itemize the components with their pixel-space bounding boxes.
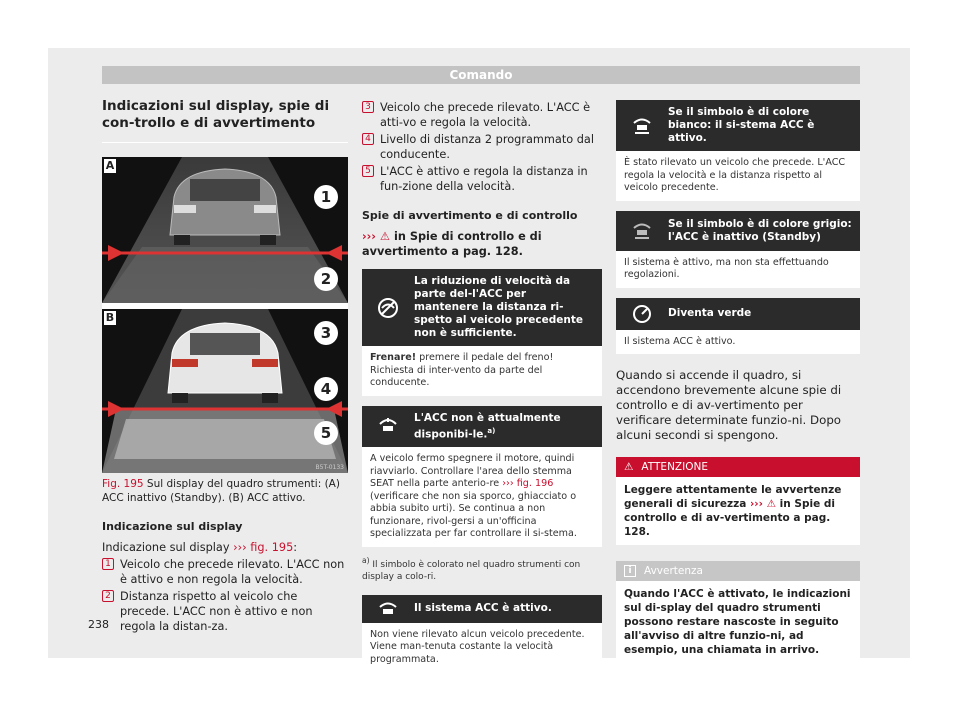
figure-panel-a <box>102 157 348 303</box>
speedometer-icon <box>624 304 660 324</box>
intro-text: Indicazione sul display <box>102 541 230 554</box>
item-number: 3 <box>362 101 374 113</box>
acc-fault-icon <box>370 416 406 436</box>
figure-panel-b <box>102 309 348 473</box>
list-item <box>362 100 602 130</box>
display-intro <box>102 540 348 555</box>
footnote-text: Il simbolo è colorato nel quadro strumenti con display a colo-ri. <box>362 559 581 582</box>
item-number: 1 <box>102 558 114 570</box>
callout-1: 1 <box>314 185 338 209</box>
item-text: Veicolo che precede rilevato. L'ACC è atti-vo e regola la velocità. <box>380 101 591 129</box>
warning-inline-triangle-icon: ⚠ <box>766 498 776 510</box>
indicator-box-grey-symbol <box>616 211 860 288</box>
figure-195 <box>102 157 348 473</box>
column-right <box>616 98 860 663</box>
page-number: 238 <box>88 618 109 631</box>
box-body-text: premere il pedale del freno! Richiesta di inter-vento da parte del conducente. <box>370 352 554 388</box>
box-head-text: La riduzione di velocità da parte del-l'ACC per mantenere la distanza ri-spetto al veicolo precedente non è sufficiente. <box>414 275 584 339</box>
list-item <box>362 164 602 194</box>
footnote <box>362 555 602 583</box>
item-text: L'ACC è attivo e regola la distanza in fun-zione della velocità. <box>380 165 588 193</box>
warning-triangle-icon: ⚠ <box>624 461 634 473</box>
note-text: Quando l'ACC è attivato, le indicazioni sul di-splay del quadro strumenti possono restare nascoste in seguito all'avviso di altre funzio-ni, ad esempio, una chiamata in arrivo. <box>624 588 851 656</box>
box-head-text: L'ACC non è attualmente disponibi-le. <box>414 411 561 440</box>
note-box <box>616 561 860 663</box>
acc-standby-icon <box>624 222 660 240</box>
figure-code: B5T-0133 <box>315 464 344 471</box>
figure-caption <box>102 477 348 505</box>
panel-label-b: B <box>105 311 115 324</box>
indicator-box-acc-unavailable <box>362 406 602 547</box>
footnote-mark: a) <box>362 555 370 565</box>
callout-2: 2 <box>314 267 338 291</box>
acc-active-illustration <box>102 309 348 473</box>
caption-fig-number: Fig. 195 <box>102 478 144 490</box>
info-icon: i <box>624 565 636 577</box>
warning-title: ATTENZIONE <box>641 461 708 473</box>
column-middle <box>362 98 602 672</box>
warning-triangle-icon: ⚠ <box>379 230 391 243</box>
acc-brake-warning-icon <box>370 297 406 319</box>
callout-5: 5 <box>314 421 338 445</box>
warning-ref-arrow[interactable]: ››› <box>749 498 763 510</box>
ref-arrow[interactable]: ››› <box>362 230 376 243</box>
item-text: Livello di distanza 2 programmato dal conducente. <box>380 133 594 161</box>
box-body-text: Non viene rilevato alcun veicolo precedente. Viene man-tenuta costante la velocità programmata. <box>370 628 585 665</box>
item-text: Distanza rispetto al veicolo che precede. L'ACC non è attivo e non regola la distan-za. <box>120 590 313 633</box>
box-body-text: Il sistema è attivo, ma non sta effettuando regolazioni. <box>624 256 829 280</box>
box-body-text: È stato rilevato un veicolo che precede. L'ACC regola la velocità e la distanza rispetto al veicolo precedente. <box>624 157 846 193</box>
intro-colon: : <box>293 541 298 554</box>
warning-lights-ref <box>362 229 602 259</box>
warning-box <box>616 457 860 545</box>
indicator-box-speed-reduction <box>362 269 602 396</box>
item-text: Veicolo che precede rilevato. L'ACC non è attivo e non regola la velocità. <box>120 558 345 586</box>
caption-text: Sul display del quadro strumenti: (A) ACC inattivo (Standby). (B) ACC attivo. <box>102 478 340 504</box>
fig-195-link[interactable]: ››› fig. 195 <box>233 541 294 554</box>
list-item <box>362 132 602 162</box>
panel-label-a: A <box>105 159 115 172</box>
ref-text[interactable]: in Spie di controllo e di avvertimento a pag. 128. <box>362 230 542 258</box>
section-heading: Indicazioni sul display, spie di con-trollo e di avvertimento <box>102 98 348 143</box>
indicator-box-acc-active <box>362 595 602 673</box>
warning-text-2[interactable]: in Spie di controllo e di av-vertimento a pag. 128. <box>624 498 835 538</box>
list-item <box>102 589 348 634</box>
box-head-text: Se il simbolo è di colore bianco: il si-stema ACC è attivo. <box>668 106 815 144</box>
column-left <box>102 98 348 634</box>
box-body-text: Il sistema ACC è attivo. <box>624 335 736 347</box>
warning-lights-subheading: Spie di avvertimento e di controllo <box>362 209 578 222</box>
indicator-box-green <box>616 298 860 355</box>
note-title: Avvertenza <box>644 565 703 577</box>
box-body-text-1: A veicolo fermo spegnere il motore, quindi riavviarlo. Controllare l'area dello stemma SEAT nella parte anterio-re <box>370 453 575 489</box>
startup-paragraph: Quando si accende il quadro, si accendono brevemente alcune spie di controllo e di av-vertimento per verificare determinate funzio-ni. Dopo alcuni secondi si spengono. <box>616 368 842 442</box>
acc-standby-illustration <box>102 157 348 303</box>
acc-vehicle-detected-icon <box>624 117 660 135</box>
list-item <box>102 557 348 587</box>
fig-196-link[interactable]: ››› fig. 196 <box>502 478 554 489</box>
item-number: 5 <box>362 165 374 177</box>
box-body-text-2: (verificare che non sia sporco, ghiacciato o abbia subito urti). Se continua a non funzionare, rivol-gersi a un'officina specializzata per far controllare il si-stema. <box>370 490 577 539</box>
item-number: 2 <box>102 590 114 602</box>
item-number: 4 <box>362 133 374 145</box>
box-body <box>362 346 602 396</box>
warning-text-1: Leggere attentamente le avvertenze generali di sicurezza <box>624 484 842 510</box>
footnote-ref: a) <box>487 426 496 435</box>
box-head-text: Il sistema ACC è attivo. <box>414 602 552 614</box>
acc-active-icon <box>370 601 406 617</box>
section-header: Comando <box>102 66 860 84</box>
indicator-box-white-symbol <box>616 100 860 201</box>
callout-4: 4 <box>314 377 338 401</box>
box-head-text: Diventa verde <box>668 307 752 319</box>
callout-3: 3 <box>314 321 338 345</box>
box-bold: Frenare! <box>370 352 417 363</box>
box-head-text: Se il simbolo è di colore grigio: l'ACC è inattivo (Standby) <box>668 217 852 243</box>
display-subheading: Indicazione sul display <box>102 520 243 533</box>
box-body <box>362 447 602 547</box>
